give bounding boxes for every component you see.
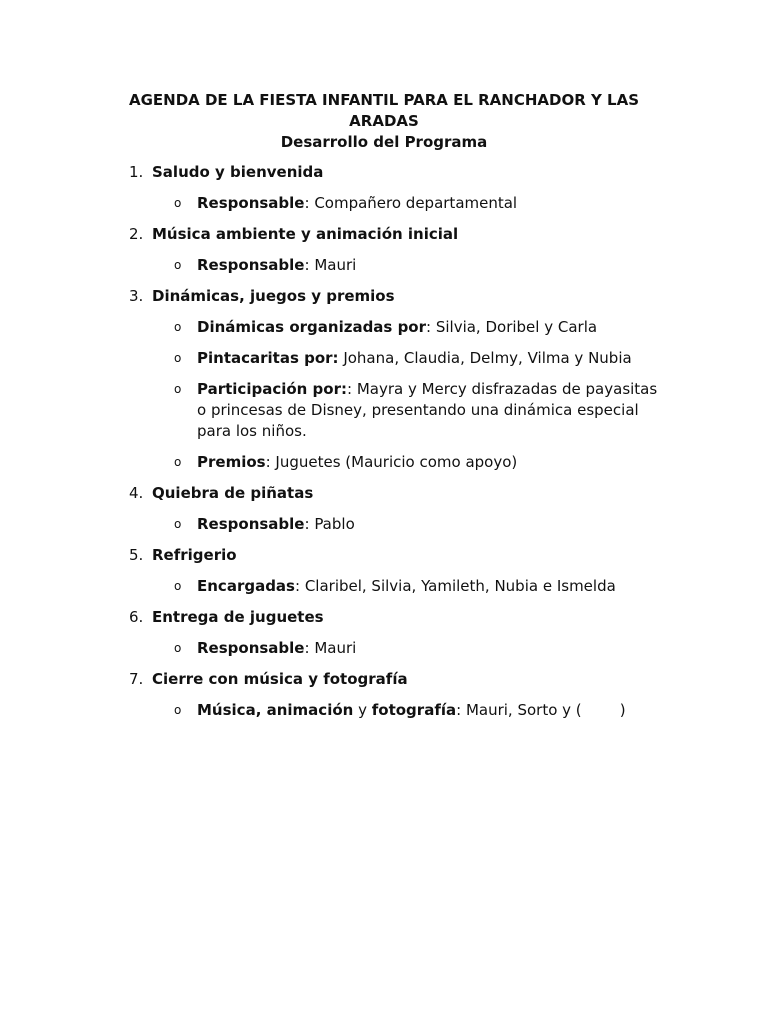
sub-item-text: Silvia, Doribel y Carla — [435, 318, 598, 336]
agenda-item — [0, 224, 768, 276]
hollow-bullet-icon: o — [174, 382, 182, 396]
sub-item-text: Pablo — [314, 515, 355, 533]
agenda-sub-item — [0, 317, 768, 338]
agenda-item-title: Entrega de juguetes — [152, 608, 324, 626]
sub-item-connector: y — [353, 701, 372, 719]
sub-item-separator: : — [304, 639, 315, 657]
agenda-item-number: 3. — [129, 287, 144, 305]
sub-item-text: Mauri — [314, 256, 357, 274]
agenda-sub-item — [0, 514, 768, 535]
sub-item-label: Responsable — [197, 194, 305, 212]
sub-item-text: Juguetes (Mauricio como apoyo) — [275, 453, 518, 471]
hollow-bullet-icon: o — [174, 517, 182, 531]
hollow-bullet-icon: o — [174, 455, 182, 469]
agenda-list — [0, 162, 768, 731]
agenda-item-number: 1. — [129, 163, 144, 181]
sub-item-label: Música, animación — [197, 701, 354, 719]
hollow-bullet-icon: o — [174, 351, 182, 365]
sub-item-label: Responsable — [197, 515, 305, 533]
agenda-item-title: Dinámicas, juegos y premios — [152, 287, 395, 305]
sub-item-label: Dinámicas organizadas por — [197, 318, 427, 336]
sub-item-text: Mauri — [314, 639, 357, 657]
agenda-item — [0, 162, 768, 214]
agenda-item-number: 5. — [129, 546, 144, 564]
sub-item-label: Responsable — [197, 639, 305, 657]
agenda-item-heading — [0, 224, 768, 244]
sub-item-separator: : — [294, 577, 305, 595]
sub-item-text: Claribel, Silvia, Yamileth, Nubia e Ismelda — [304, 577, 616, 595]
sub-item-text: Compañero departamental — [314, 194, 518, 212]
agenda-item — [0, 286, 768, 473]
sub-item-text: Johana, Claudia, Delmy, Vilma y Nubia — [343, 349, 632, 367]
agenda-item-heading — [0, 483, 768, 503]
sub-item-label: Encargadas — [197, 577, 295, 595]
agenda-sub-item — [0, 576, 768, 597]
hollow-bullet-icon: o — [174, 703, 182, 717]
sub-item-text: Mauri, Sorto y ( ) — [465, 701, 626, 719]
sub-item-separator: : — [265, 453, 276, 471]
agenda-item-heading — [0, 286, 768, 306]
document-subtitle: Desarrollo del Programa — [280, 133, 488, 151]
agenda-item — [0, 483, 768, 535]
hollow-bullet-icon: o — [174, 196, 182, 210]
hollow-bullet-icon: o — [174, 320, 182, 334]
agenda-item — [0, 669, 768, 721]
agenda-item-number: 4. — [129, 484, 144, 502]
agenda-item-title: Quiebra de piñatas — [152, 484, 314, 502]
agenda-item-heading — [0, 545, 768, 565]
agenda-item-heading — [0, 607, 768, 627]
agenda-item-number: 6. — [129, 608, 144, 626]
sub-item-separator: : — [426, 318, 436, 336]
agenda-item-title: Saludo y bienvenida — [152, 163, 324, 181]
sub-item-label: Responsable — [197, 256, 305, 274]
agenda-sub-item — [0, 379, 768, 442]
sub-item-separator: : — [304, 515, 315, 533]
agenda-item-heading — [0, 669, 768, 689]
sub-item-label-secondary: fotografía — [371, 701, 457, 719]
agenda-item-number: 2. — [129, 225, 144, 243]
agenda-sub-item — [0, 193, 768, 214]
agenda-item-heading — [0, 162, 768, 182]
agenda-item — [0, 545, 768, 597]
agenda-item-number: 7. — [129, 670, 144, 688]
agenda-item-title: Cierre con música y fotografía — [152, 670, 408, 688]
hollow-bullet-icon: o — [174, 258, 182, 272]
sub-item-separator: : — [347, 380, 357, 398]
agenda-sub-item — [0, 255, 768, 276]
agenda-item-title: Refrigerio — [152, 546, 237, 564]
agenda-sub-item — [0, 348, 768, 369]
document-title: AGENDA DE LA FIESTA INFANTIL PARA EL RANCHADOR Y LAS ARADAS — [128, 91, 640, 130]
agenda-item — [0, 607, 768, 659]
sub-item-label: Participación por: — [197, 380, 347, 398]
sub-item-label: Pintacaritas por: — [197, 349, 339, 367]
agenda-item-title: Música ambiente y animación inicial — [152, 225, 459, 243]
sub-item-separator: : — [304, 194, 315, 212]
agenda-sub-item — [0, 700, 768, 721]
sub-item-separator: : — [456, 701, 466, 719]
sub-item-label: Premios — [197, 453, 266, 471]
sub-item-text: Mayra y Mercy disfrazadas de payasitas o princesas de Disney, presentando una dinámica especial para los niños. — [197, 380, 662, 440]
hollow-bullet-icon: o — [174, 641, 182, 655]
sub-item-separator: : — [304, 256, 315, 274]
agenda-sub-item — [0, 452, 768, 473]
hollow-bullet-icon: o — [174, 579, 182, 593]
agenda-sub-item — [0, 638, 768, 659]
